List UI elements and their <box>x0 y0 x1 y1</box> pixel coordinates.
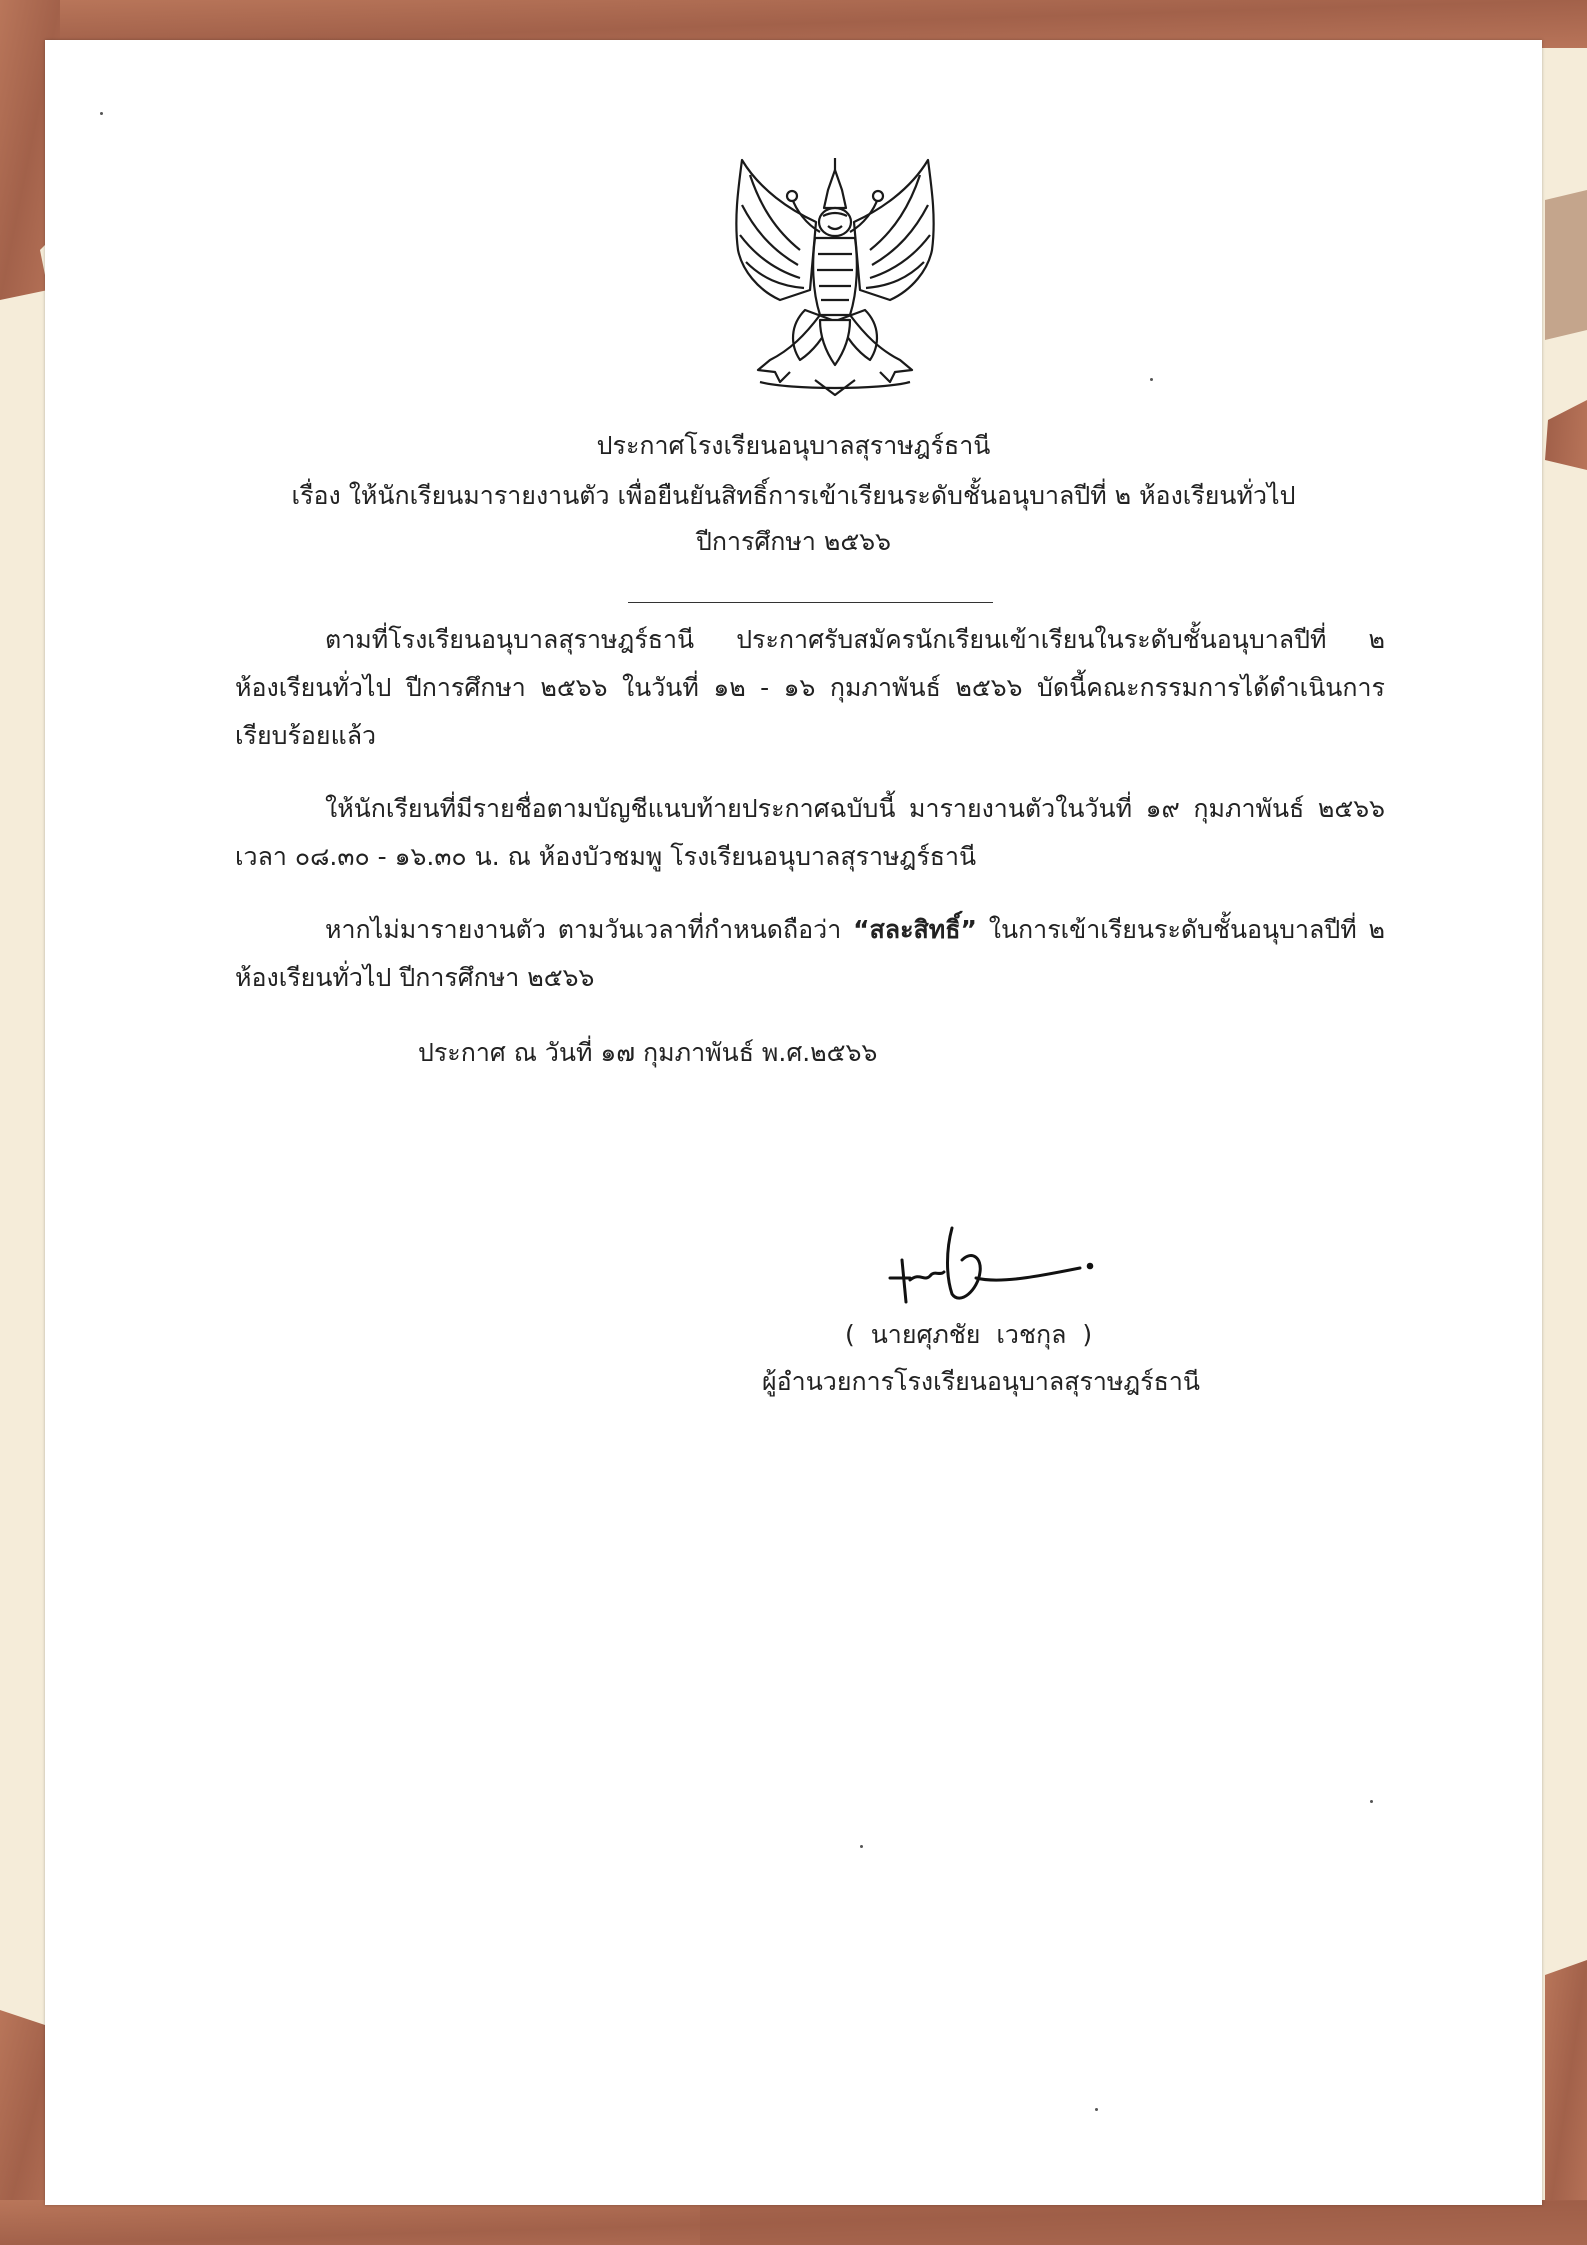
announcement-subject: เรื่อง ให้นักเรียนมารายงานตัว เพื่อยืนยันสิทธิ์การเข้าเรียนระดับชั้นอนุบาลปีที่ ๒ ห้องเรียนทั่วไป <box>291 481 1296 510</box>
forfeit-emphasis: “สละสิทธิ์” <box>853 915 977 944</box>
announcement-heading: ประกาศโรงเรียนอนุบาลสุราษฎร์ธานี <box>596 431 991 460</box>
scan-speck <box>1370 1800 1373 1803</box>
scan-speck <box>100 112 103 115</box>
signer-title: ผู้อำนวยการโรงเรียนอนุบาลสุราษฎร์ธานี <box>762 1367 1200 1396</box>
body-paragraph-1: ตามที่โรงเรียนอนุบาลสุราษฎร์ธานี ประกาศรับสมัครนักเรียนเข้าเรียนในระดับชั้นอนุบาลปีที่ ๒ ห้องเรียนทั่วไป ปีการศึกษา ๒๕๖๖ ในวันที่ ๑๒ - ๑๖ กุมภาพันธ์ ๒๕๖๖ บัดนี้คณะกรรมการได้ดำเนินการเรียบร้อยแล้ว <box>235 625 1385 750</box>
body-paragraph-2: ให้นักเรียนที่มีรายชื่อตามบัญชีแนบท้ายประกาศฉบับนี้ มารายงานตัวในวันที่ ๑๙ กุมภาพันธ์ ๒๕๖๖ เวลา ๐๘.๓๐ - ๑๖.๓๐ น. ณ ห้องบัวชมพู โรงเรียนอนุบาลสุราษฎร์ธานี <box>235 794 1385 871</box>
header-divider <box>628 602 993 603</box>
scan-speck <box>1150 378 1153 381</box>
garuda-emblem-icon <box>720 150 950 402</box>
handwritten-signature-icon <box>880 1220 1100 1310</box>
paragraph-3-text-start: หากไม่มารายงานตัว ตามวันเวลาที่กำหนดถือว่า <box>325 915 854 944</box>
paragraph-3-text-end: ในการเข้าเรียนระดับชั้นอนุบาลปีที่ ๒ ห้องเรียนทั่วไป ปีการศึกษา ๒๕๖๖ <box>235 915 1385 992</box>
scan-speck <box>860 1845 863 1848</box>
body-paragraph-3 <box>235 906 1385 1002</box>
academic-year: ปีการศึกษา ๒๕๖๖ <box>695 527 892 556</box>
signer-name: ( นายศุภชัย เวชกุล ) <box>845 1320 1093 1349</box>
announcement-date: ประกาศ ณ วันที่ ๑๗ กุมภาพันธ์ พ.ศ.๒๕๖๖ <box>418 1038 878 1067</box>
scan-speck <box>1095 2108 1098 2111</box>
